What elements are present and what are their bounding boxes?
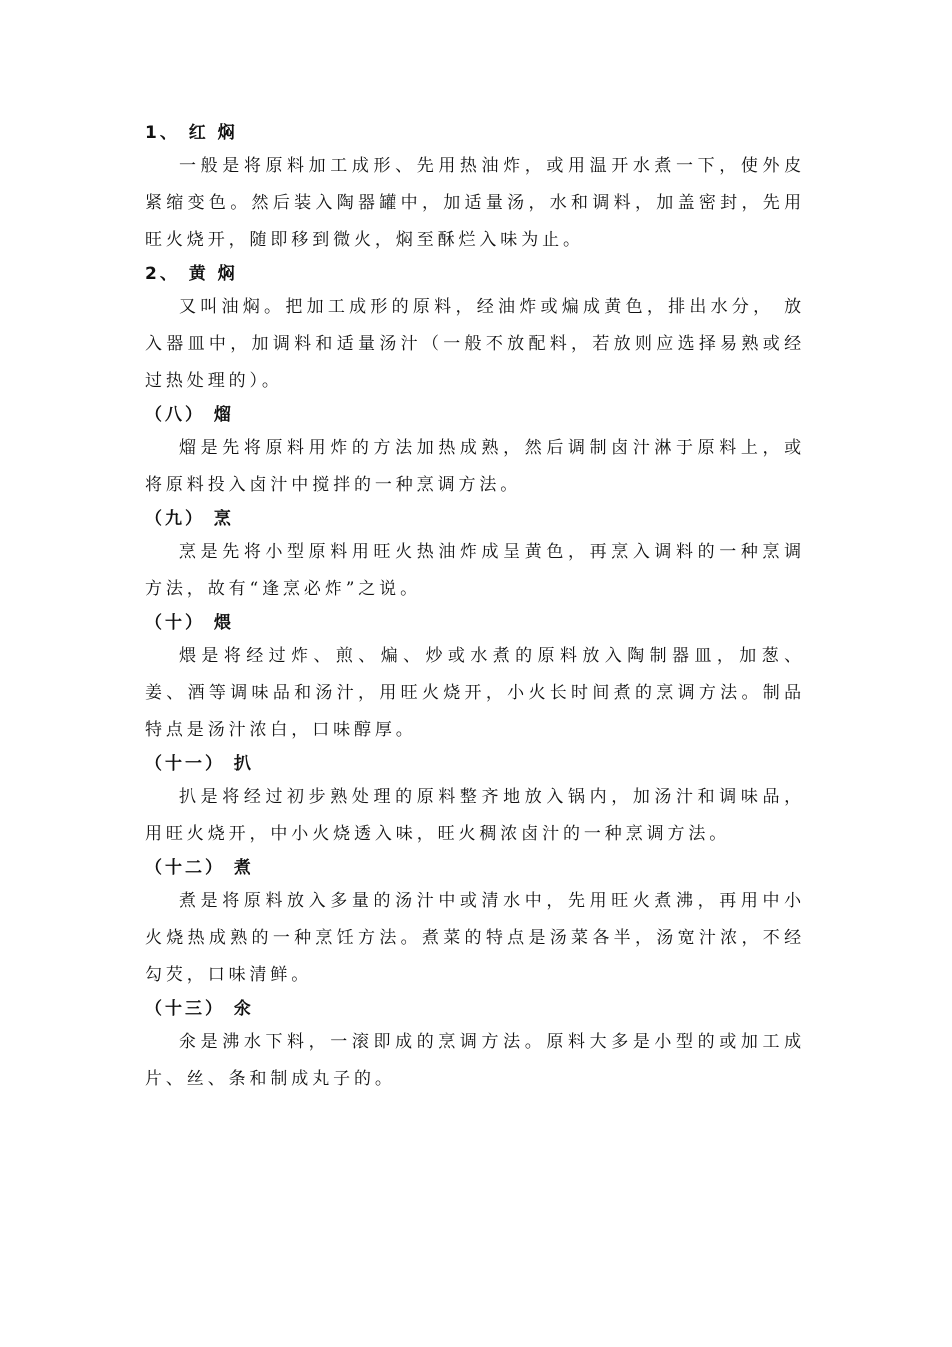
section-wei bbox=[145, 608, 805, 749]
section-paragraph: 一般是将原料加工成形、先用热油炸，或用温开水煮一下，使外皮紧缩变色。然后装入陶器罐中，加适量汤，水和调料，加盖密封，先用旺火烧开，随即移到微火，焖至酥烂入味为止。 bbox=[145, 156, 805, 250]
section-paragraph: 又叫油焖。把加工成形的原料，经油炸或煸成黄色，排出水分， 放入器皿中，加调料和适量汤汁（一般不放配料，若放则应选择易熟或经过热处理的）。 bbox=[145, 297, 805, 391]
section-zhu bbox=[145, 853, 805, 994]
section-paragraph: 熘是先将原料用炸的方法加热成熟，然后调制卤汁淋于原料上，或将原料投入卤汁中搅拌的一种烹调方法。 bbox=[145, 438, 805, 495]
section-heading: 2、 黄 焖 bbox=[145, 264, 238, 284]
document-page bbox=[145, 118, 805, 1098]
section-heading: 1、 红 焖 bbox=[145, 123, 238, 143]
section-hong-men bbox=[145, 118, 805, 259]
section-huang-men bbox=[145, 259, 805, 400]
section-paragraph: 扒是将经过初步熟处理的原料整齐地放入锅内，加汤汁和调味品，用旺火烧开，中小火烧透入味，旺火稠浓卤汁的一种烹调方法。 bbox=[145, 787, 805, 844]
section-peng bbox=[145, 504, 805, 608]
section-heading: （十三） 氽 bbox=[145, 999, 254, 1019]
section-heading: （十一） 扒 bbox=[145, 754, 254, 774]
section-pa bbox=[145, 749, 805, 853]
section-paragraph: 煨是将经过炸、煎、煸、炒或水煮的原料放入陶制器皿，加葱、姜、酒等调味品和汤汁，用旺火烧开，小火长时间煮的烹调方法。制品特点是汤汁浓白，口味醇厚。 bbox=[145, 646, 805, 740]
section-cuan bbox=[145, 994, 805, 1098]
section-heading: （十二） 煮 bbox=[145, 858, 254, 878]
section-heading: （九） 烹 bbox=[145, 509, 234, 529]
section-heading: （八） 熘 bbox=[145, 405, 234, 425]
section-paragraph: 煮是将原料放入多量的汤汁中或清水中，先用旺火煮沸，再用中小火烧热成熟的一种烹饪方法。煮菜的特点是汤菜各半，汤宽汁浓，不经勾芡，口味清鲜。 bbox=[145, 891, 805, 985]
section-paragraph: 氽是沸水下料，一滚即成的烹调方法。原料大多是小型的或加工成片、丝、条和制成丸子的。 bbox=[145, 1032, 805, 1089]
section-liu bbox=[145, 400, 805, 504]
section-paragraph: 烹是先将小型原料用旺火热油炸成呈黄色，再烹入调料的一种烹调方法，故有“逢烹必炸”之说。 bbox=[145, 542, 805, 599]
section-heading: （十） 煨 bbox=[145, 613, 234, 633]
